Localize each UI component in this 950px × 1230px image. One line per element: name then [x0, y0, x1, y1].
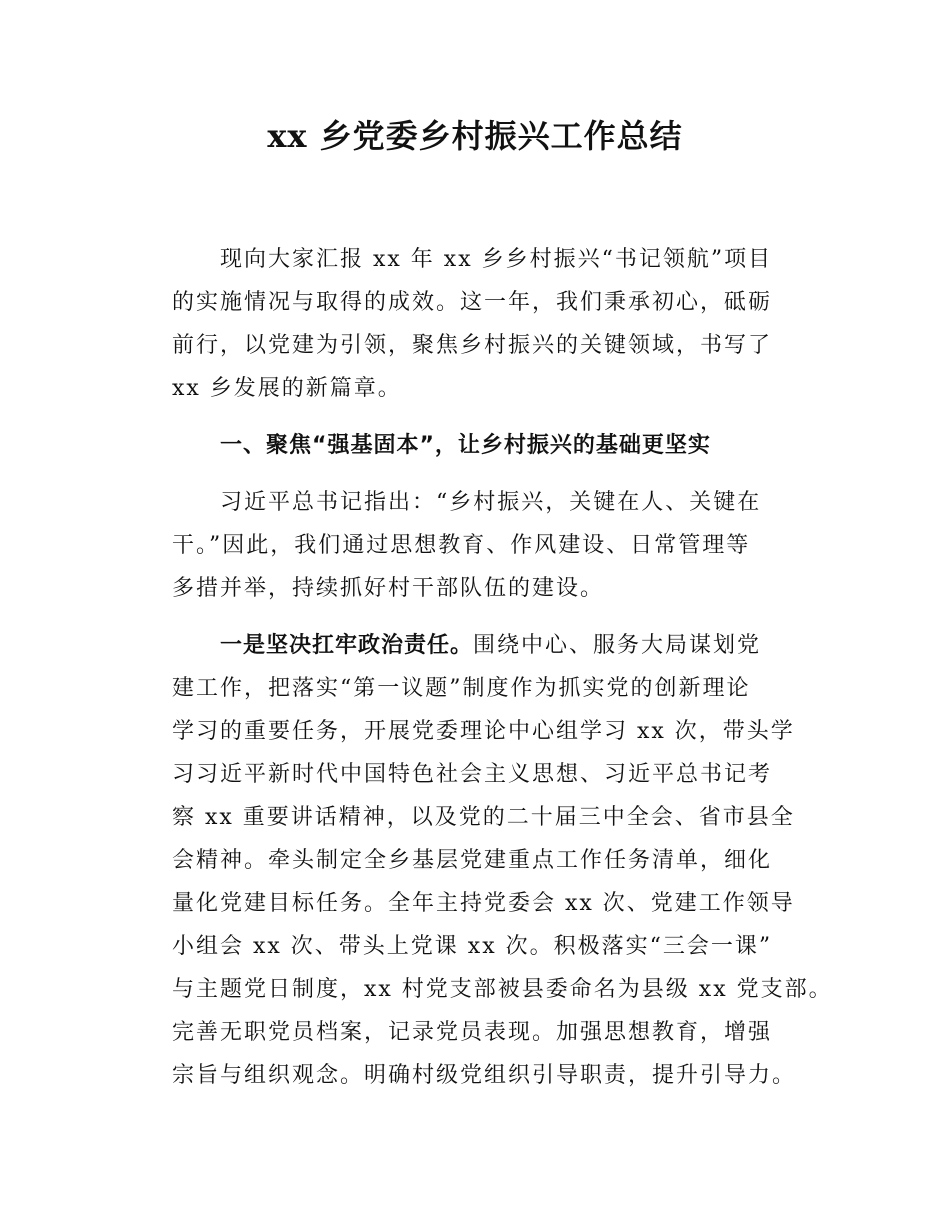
text-line: 现向大家汇报 xx 年 xx 乡乡村振兴“书记领航”项目	[220, 247, 773, 272]
point-first-line-rest: 围绕中心、服务大局谋划党	[473, 633, 762, 658]
text-line	[172, 624, 832, 667]
text-line: 宗旨与组织观念。明确村级党组织引导职责，提升引导力。	[172, 1063, 797, 1088]
intro-paragraph	[172, 238, 832, 410]
document-body	[172, 238, 832, 1111]
text-line: 完善无职党员档案，记录党员表现。加强思想教育，增强	[172, 1020, 773, 1045]
text-line: 干。”因此，我们通过思想教育、作风建设、日常管理等	[172, 533, 751, 558]
document-title: xx 乡党委乡村振兴工作总结	[267, 117, 683, 155]
section-heading: 一、聚焦“强基固本”，让乡村振兴的基础更坚实	[220, 433, 711, 458]
text-line: 会精神。牵头制定全乡基层党建重点工作任务清单，细化	[172, 848, 773, 873]
text-line: 多措并举，持续抓好村干部队伍的建设。	[172, 576, 605, 601]
text-line: 量化党建目标任务。全年主持党委会 xx 次、党建工作领导	[172, 891, 795, 916]
text-line: 小组会 xx 次、带头上党课 xx 次。积极落实“三会一课”	[172, 934, 773, 959]
text-line: 建工作，把落实“第一议题”制度作为抓实党的创新理论	[172, 676, 751, 701]
text-line: xx 乡发展的新篇章。	[172, 376, 402, 401]
point-lead: 一是坚决扛牢政治责任。	[220, 633, 474, 658]
text-line: 察 xx 重要讲话精神，以及党的二十届三中全会、省市县全	[172, 805, 795, 830]
text-line: 习习近平新时代中国特色社会主义思想、习近平总书记考	[172, 762, 773, 787]
text-line: 与主题党日制度，xx 村党支部被县委命名为县级 xx 党支部。	[172, 977, 833, 1002]
text-line: 习近平总书记指出：“乡村振兴，关键在人、关键在	[220, 490, 762, 515]
text-line: 的实施情况与取得的成效。这一年，我们秉承初心，砥砺	[172, 290, 773, 315]
point-paragraph	[172, 624, 832, 1097]
section-paragraph	[172, 481, 832, 610]
text-line: 学习的重要任务，开展党委理论中心组学习 xx 次，带头学	[172, 719, 795, 744]
text-line: 前行，以党建为引领，聚焦乡村振兴的关键领域，书写了	[172, 333, 773, 358]
